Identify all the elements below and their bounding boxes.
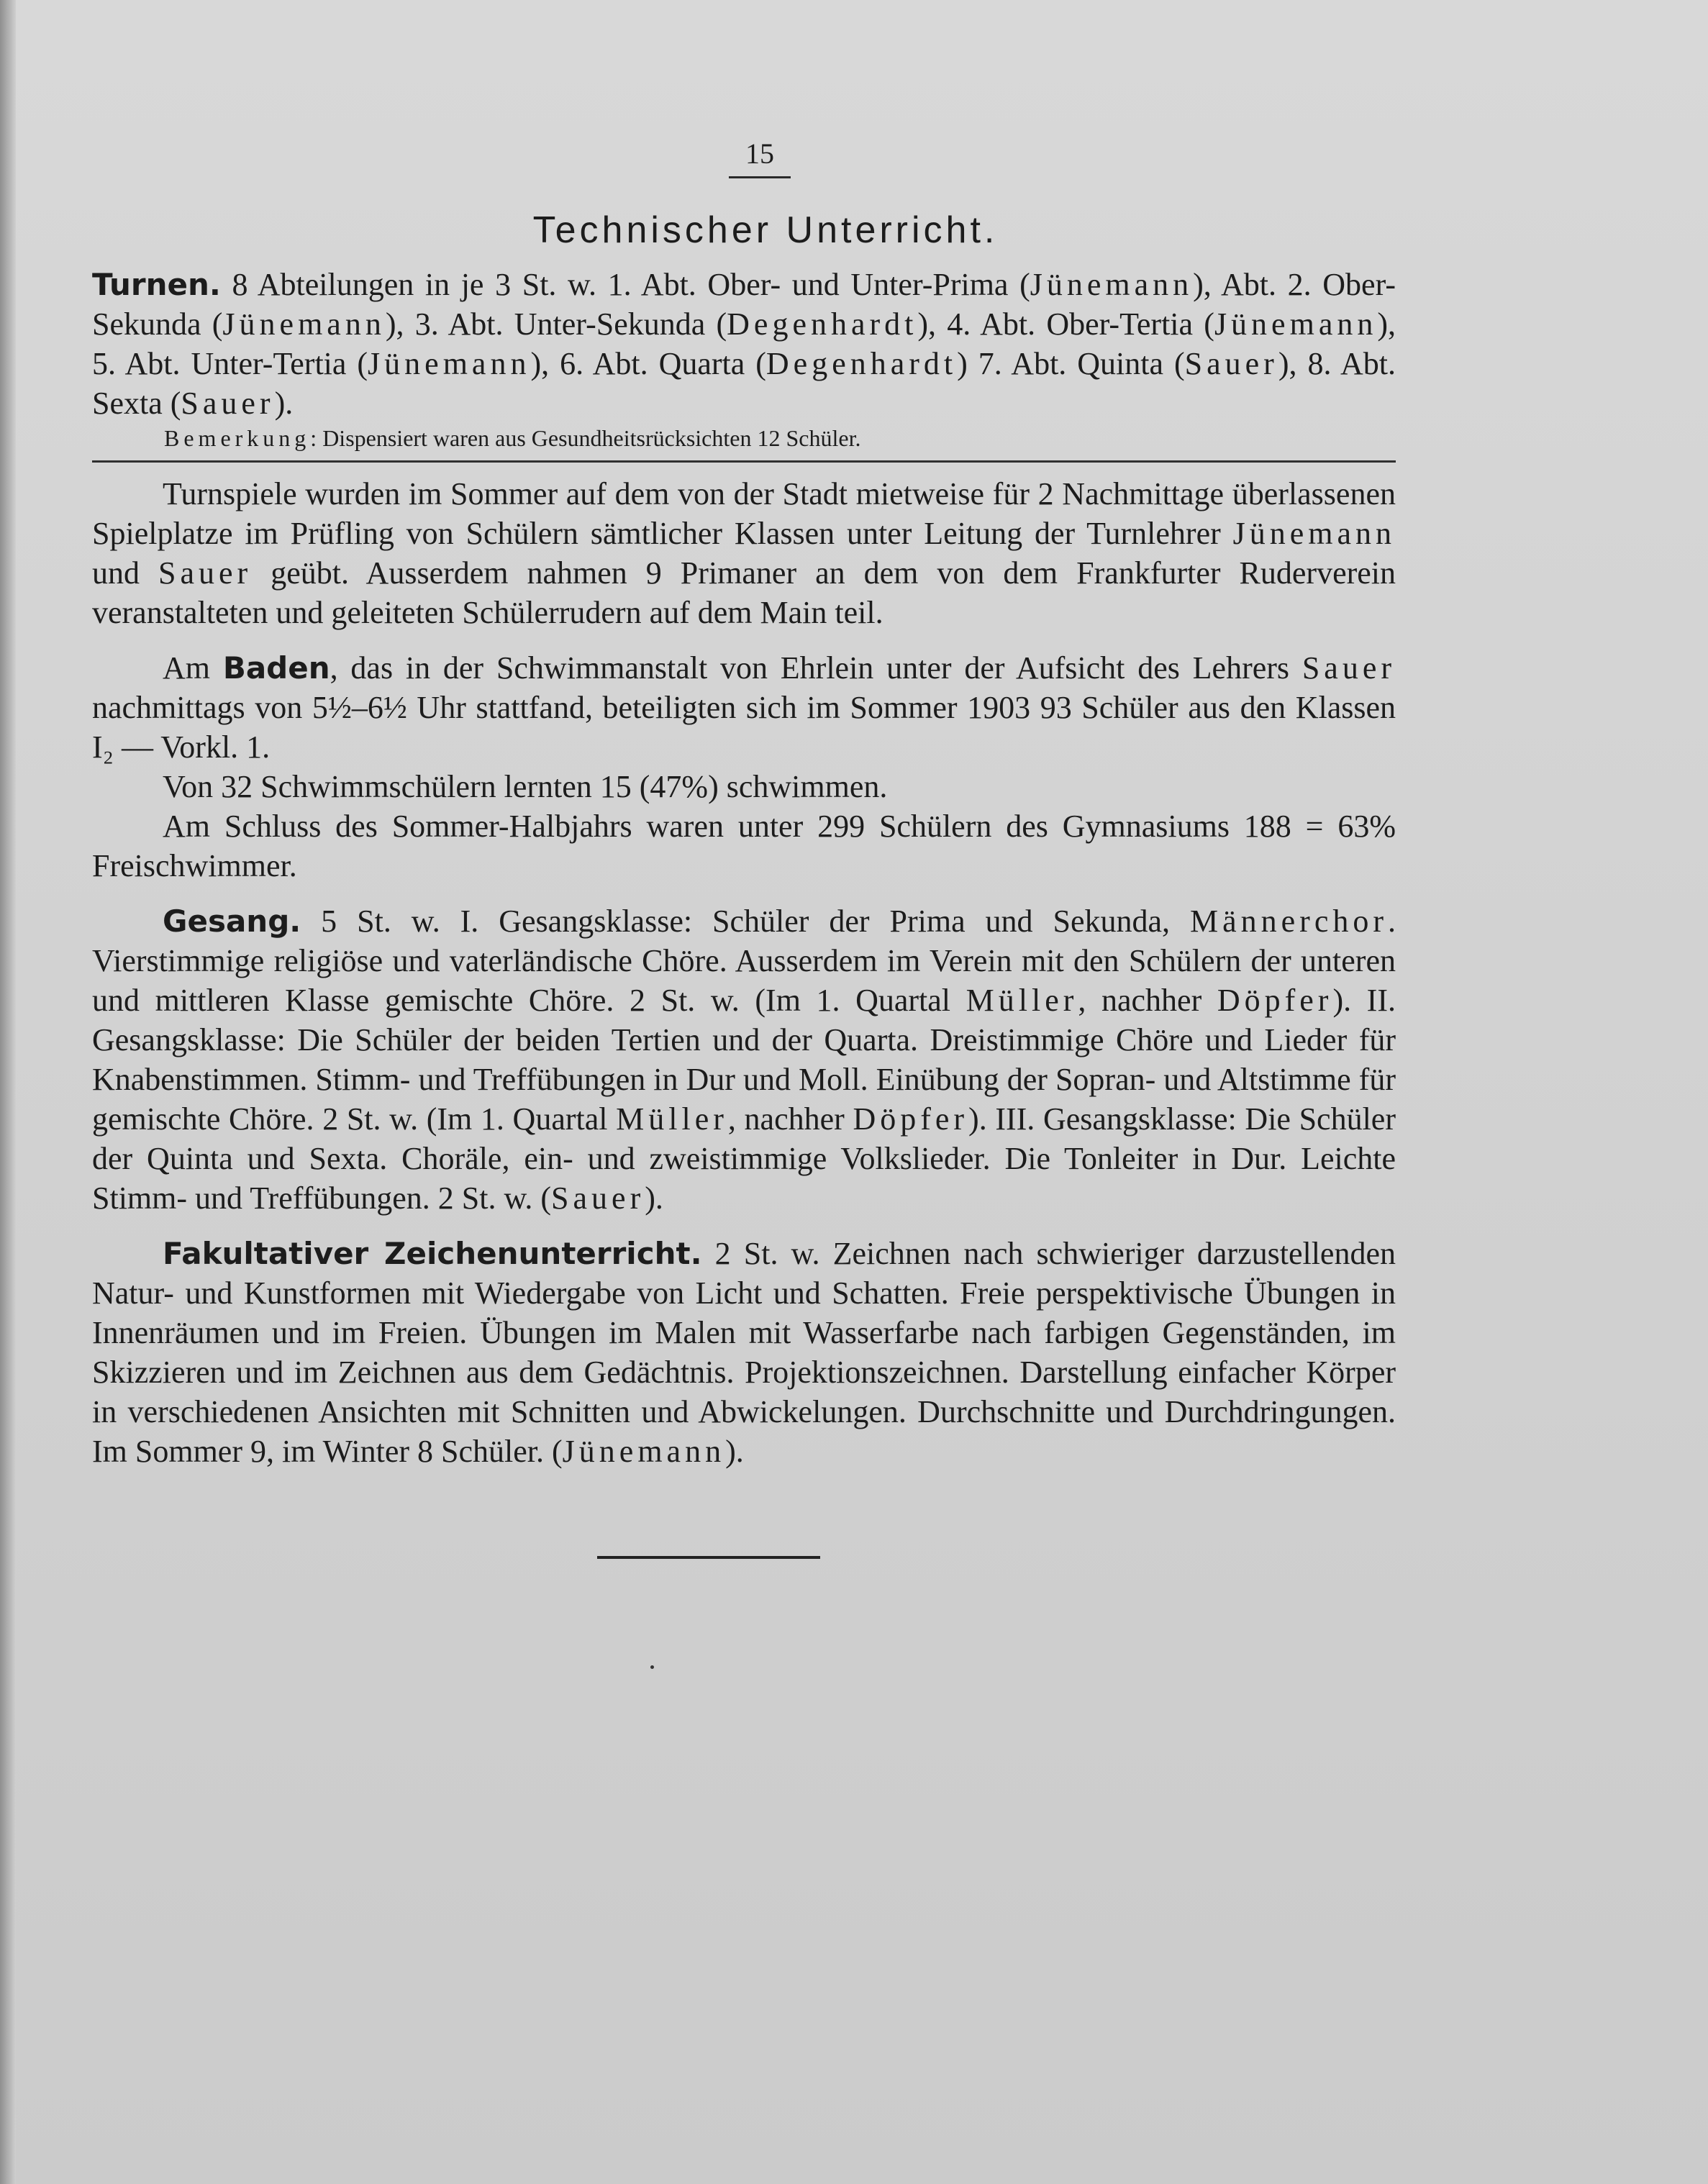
teacher-name: Degenhardt <box>766 346 958 381</box>
teacher-name: Jünemann <box>368 346 531 381</box>
gesang-paragraph <box>92 901 1396 1218</box>
text: ), 4. Abt. Ober-Tertia ( <box>917 306 1214 342</box>
text: ). <box>274 386 294 421</box>
zeichnen-paragraph <box>92 1234 1396 1471</box>
text: . Vierstimmige religiöse und vaterländische Chöre. Ausserdem im Verein mit den Schülern der unteren und mittleren Klasse gemischte Chöre. 2 St. w. (Im 1. Quartal <box>92 904 1396 1018</box>
teacher-name: Döpfer <box>1217 983 1333 1018</box>
teacher-name: Müller <box>616 1101 728 1137</box>
teacher-name: Müller <box>966 983 1078 1018</box>
page-edge-shadow <box>0 0 16 2184</box>
text: ). <box>645 1180 663 1216</box>
text: ), 3. Abt. Unter-Sekunda ( <box>385 306 727 342</box>
section-divider <box>92 460 1396 463</box>
teacher-name: Sauer <box>551 1180 645 1216</box>
text: , nachher <box>727 1101 853 1137</box>
section-gesang <box>92 901 1396 1218</box>
text: nachmittags von 5½–6½ Uhr stattfand, beteiligten sich im Sommer 1903 93 Schüler aus den Klassen I₂ — Vorkl. 1. <box>92 690 1396 765</box>
page-number: 15 <box>745 137 774 170</box>
text: ). <box>725 1434 744 1469</box>
text: ). II. Gesangsklasse: Die Schüler der beiden Tertien und der Quarta. Dreistimmige Chöre und Lieder für Knabenstimmen. Stimm- und Treffübungen in Dur und Moll. Einübung der Sopran- und Altstimme für gemischte Chöre. 2 St. w. (Im 1. Quartal <box>92 983 1396 1137</box>
teacher-name: Sauer <box>1184 346 1278 381</box>
spacer <box>92 632 1396 648</box>
teacher-name: Jünemann <box>562 1434 726 1469</box>
text: Turnspiele wurden im Sommer auf dem von der Stadt mietweise für 2 Nachmittage überlassenen Spielplatze im Prüfling von Schülern sämtlicher Klassen unter Leitung der Turnlehrer <box>92 476 1396 551</box>
turnspiele-paragraph <box>92 474 1396 632</box>
text: geübt. Ausserdem nahmen 9 Primaner an dem von dem Frankfurter Ruderverein veranstalteten und geleiteten Schülerrudern auf dem Main teil. <box>92 555 1396 630</box>
section-baden <box>92 648 1396 886</box>
page-number-rule <box>729 176 791 178</box>
text: ), 8. Abt. Sexta ( <box>92 346 1396 421</box>
text: 5 St. w. I. Gesangsklasse: Schüler der Prima und Sekunda, <box>301 904 1190 939</box>
turnen-paragraph <box>92 265 1396 423</box>
text: ) 7. Abt. Quinta ( <box>957 346 1185 381</box>
section-turnspiele <box>92 474 1396 632</box>
text: Am <box>163 650 223 686</box>
remark-text: : Dispensiert waren aus Gesundheitsrücksichten 12 Schüler. <box>310 425 861 451</box>
teacher-name: Jünemann <box>222 306 386 342</box>
teacher-name: Degenhardt <box>727 306 918 342</box>
teacher-name: Jünemann <box>1214 306 1378 342</box>
text: ), 6. Abt. Quarta ( <box>530 346 766 381</box>
turnen-remark <box>92 423 1396 453</box>
baden-freeswimmers-line: Am Schluss des Sommer-Halbjahrs waren unter 299 Schülern des Gymnasiums 188 = 63% Freischwimmer. <box>92 809 1396 883</box>
text: , nachher <box>1078 983 1217 1018</box>
end-rule <box>597 1556 820 1559</box>
baden-paragraph <box>92 648 1396 767</box>
baden-swimmers-line: Von 32 Schwimmschülern lernten 15 (47%) schwimmen. <box>163 769 888 804</box>
spacer <box>92 886 1396 901</box>
section-turnen <box>92 265 1396 453</box>
gesang-heading: Gesang. <box>163 904 301 939</box>
baden-heading: Baden <box>222 650 330 686</box>
text: ). III. Gesangsklasse: Die Schüler der Quinta und Sexta. Choräle, ein- und zweistimmige Volkslieder. Die Tonleiter in Dur. Leichte Stimm- und Treffübungen. 2 St. w. ( <box>92 1101 1396 1216</box>
teacher-name: Sauer <box>158 555 253 591</box>
teacher-name: Sauer <box>1302 650 1396 686</box>
remark-label: Bemerkung <box>164 425 311 451</box>
section-zeichnen <box>92 1234 1396 1471</box>
text: 8 Abteilungen in je 3 St. w. 1. Abt. Ober- und Unter-Prima ( <box>220 267 1030 302</box>
teacher-name: Döpfer <box>853 1101 969 1137</box>
ink-dot <box>650 1665 654 1669</box>
teacher-name: Sauer <box>181 386 275 421</box>
text: ), Abt. 2. Ober-Sekunda ( <box>92 267 1396 342</box>
teacher-name: Jünemann <box>1030 267 1194 302</box>
page-content <box>92 137 1396 1669</box>
text: ), 5. Abt. Unter-Tertia ( <box>92 306 1396 381</box>
text: 2 St. w. Zeichnen nach schwieriger darzustellenden Natur- und Kunstformen mit Wiedergabe von Licht und Schatten. Freie perspektivische Übungen in Innenräumen und im Freien. Übungen im Malen mit Wasserfarbe nach farbigen Gegenständen, im Skizzieren und im Zeichnen aus dem Gedächtnis. Projektionszeichnen. Darstellung einfacher Körper in verschiedenen Ansichten mit Schnitten und Abwickelungen. Durchschnitte und Durchdringungen. Im Sommer 9, im Winter 8 Schüler. ( <box>92 1236 1396 1469</box>
page-title: Technischer Unterricht. <box>532 209 999 251</box>
spacer <box>92 1218 1396 1234</box>
zeichnen-heading: Fakultativer Zeichenunterricht. <box>163 1236 702 1271</box>
choir-name: Männerchor <box>1189 904 1388 939</box>
teacher-name: Jünemann <box>1232 516 1396 551</box>
turnen-heading: Turnen. <box>92 267 221 302</box>
text: und <box>92 555 159 591</box>
text: , das in der Schwimmanstalt von Ehrlein unter der Aufsicht des Lehrers <box>330 650 1302 686</box>
